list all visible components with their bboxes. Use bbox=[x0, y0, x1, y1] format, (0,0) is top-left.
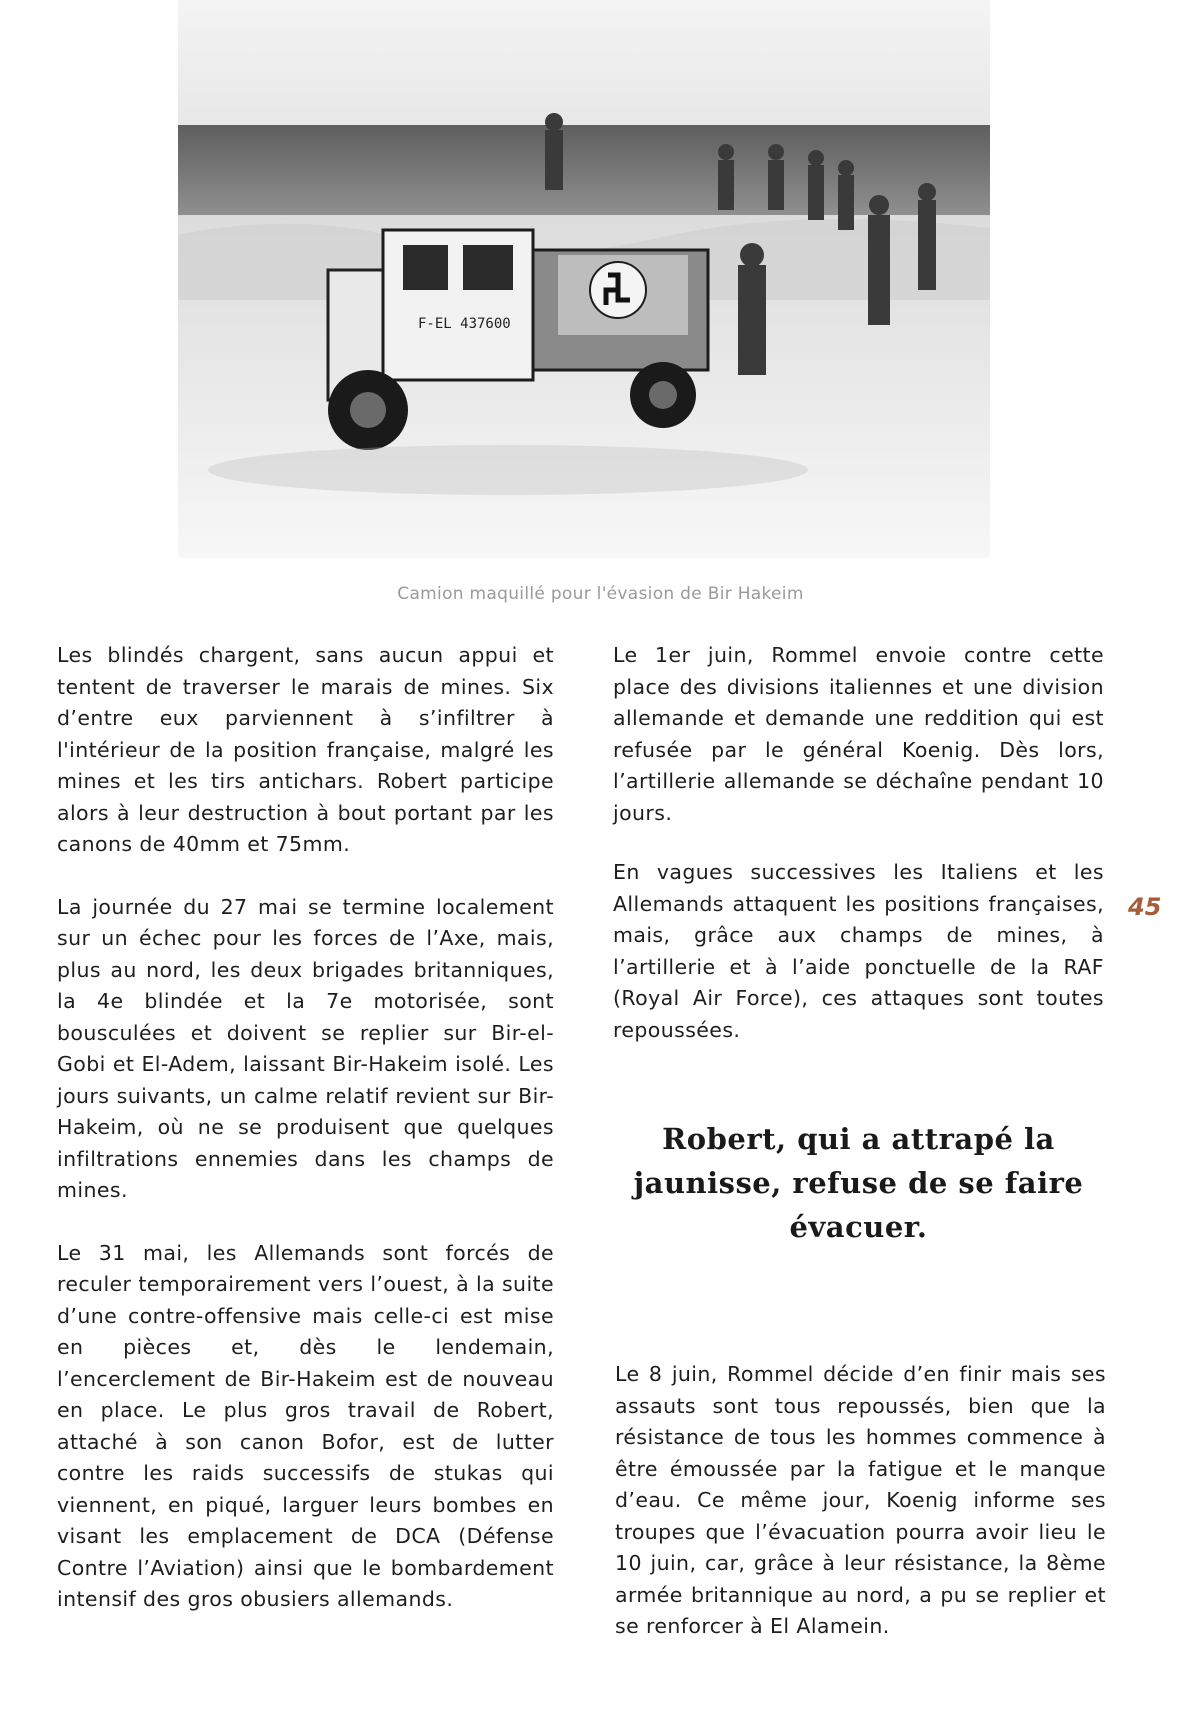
paragraph: En vagues successives les Italiens et les Allemands attaquent les positions françaises, mais, grâce aux champs de mines, à l’artillerie et à l’aide ponctuelle de la RAF (Royal Air Force), ces attaques sont toutes repoussées. bbox=[613, 860, 1104, 1042]
pull-quote: Robert, qui a attrapé la jaunisse, refuse de se faire évacuer. bbox=[633, 1122, 1084, 1244]
paragraph: Le 8 juin, Rommel décide d’en finir mais ses assauts sont tous repoussés, bien que la résistance de tous les hommes commence à être émoussée par la fatigue et le manque d’eau. Ce même jour, Koenig informe ses troupes que l’évacuation pourra avoir lieu le 10 juin, car, grâce à leur résistance, la 8ème armée britannique au nord, a pu se replier et se renforcer à El Alamein. bbox=[615, 1362, 1106, 1638]
paragraph: Le 1er juin, Rommel envoie contre cette place des divisions italiennes et une division allemande et demande une reddition qui est refusée par le général Koenig. Dès lors, l’artillerie allemande se déchaîne pendant 10 jours. bbox=[613, 643, 1104, 825]
paragraph: Le 31 mai, les Allemands sont forcés de reculer temporairement vers l’ouest, à la suite d’une contre-offensive mais celle-ci est mise en pièces et, dès le lendemain, l’encerclement de Bir-Hakeim est de nouveau en place. Le plus gros travail de Robert, attaché à son canon Bofor, est de lutter contre les raids successifs de stukas qui viennent, en piqué, larguer leurs bombes en visant les emplacement de DCA (Défense Contre l’Aviation) ainsi que le bombardement intensif des gros obusiers allemands. bbox=[57, 1240, 554, 1611]
right-column-top bbox=[613, 640, 1104, 1046]
paragraph: La journée du 27 mai se termine localement sur un échec pour les forces de l’Axe, mais, plus au nord, les deux brigades britanniques, la 4e blindée et la 7e motorisée, sont bousculées et doivent se replier sur Bir-el-Gobi et El-Adem, laissant Bir-Hakeim isolé. Les jours suivants, un calme relatif revient sur Bir-Hakeim, où ne se produisent que quelques infiltrations ennemies dans les champs de mines. bbox=[57, 894, 554, 1202]
left-column bbox=[57, 640, 554, 1616]
truck-plate-text: F-EL 437600 bbox=[418, 316, 511, 332]
photo-caption: Camion maquillé pour l'évasion de Bir Hakeim bbox=[397, 584, 804, 604]
paragraph: Les blindés chargent, sans aucun appui et tentent de traverser le marais de mines. Six d’entre eux parviennent à s’infiltrer à l'intérieur de la position française, malgré les mines et les tirs antichars. Robert participe alors à leur destruction à bout portant par les canons de 40mm et 75mm. bbox=[57, 643, 554, 856]
right-column-bottom bbox=[615, 1359, 1106, 1643]
historical-photo bbox=[178, 0, 990, 558]
truck-photo-illustration bbox=[178, 0, 990, 558]
page-number: 45 bbox=[1128, 893, 1162, 921]
